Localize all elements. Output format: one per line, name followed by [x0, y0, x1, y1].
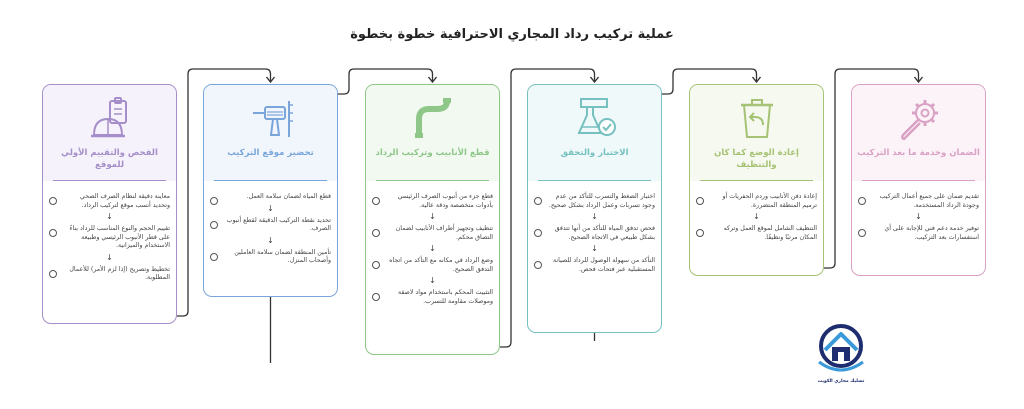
step-text: اختبار الضغط والتسرب للتأكد من عدم وجود تسربات وعمل الرداد بشكل صحيح.	[548, 193, 655, 209]
down-arrow-icon: ↓	[429, 212, 436, 221]
step-text: تقديم ضمان على جميع أعمال التركيب وجودة الرداد المستخدمة.	[879, 193, 979, 209]
step-list	[204, 181, 337, 266]
down-arrow-icon: ↓	[267, 203, 274, 213]
card-divider	[376, 180, 489, 181]
step-text: قطع المياه لضمان سلامة العمل.	[246, 193, 331, 200]
recycle-bin-icon	[733, 95, 781, 143]
card-heading: الضمان وخدمة ما بعد التركيب	[857, 148, 980, 158]
bullet-icon	[858, 229, 866, 237]
step-card-5	[689, 84, 824, 276]
down-arrow-icon: ↓	[429, 244, 436, 253]
list-item	[210, 217, 331, 234]
step-text: قطع جزء من أنبوب الصرف الرئيسي بأدوات متخصصة ودقة عالية.	[397, 193, 493, 209]
bullet-icon	[49, 270, 57, 278]
step-text: تخطيط وتصريح (إذا لزم الأمر) للأعمال المطلوبة.	[69, 265, 170, 281]
house-pipe-logo-icon	[815, 320, 867, 380]
card-divider	[214, 180, 327, 181]
card-divider	[538, 180, 651, 181]
step-text: معاينة دقيقة لنظام الصرف الصحي وتحديد أنسب موقع لتركيب الرداد.	[79, 193, 170, 209]
bullet-icon	[534, 197, 542, 205]
bullet-icon	[49, 229, 57, 237]
logo-caption: تسليك مجاري الكويت	[817, 379, 865, 384]
pipe-icon	[409, 95, 457, 143]
bullet-icon	[49, 197, 57, 205]
card-header	[690, 85, 823, 181]
step-list	[852, 181, 985, 242]
down-arrow-icon: ↓	[429, 276, 436, 285]
step-card-2	[203, 84, 338, 297]
list-item	[858, 193, 979, 210]
step-list	[690, 181, 823, 242]
down-arrow-icon: ↓	[591, 212, 598, 221]
list-item	[210, 249, 331, 266]
step-text: تأمين المنطقة لضمان سلامة العاملين وأصحاب المنزل.	[234, 248, 331, 264]
step-list	[366, 181, 499, 306]
down-arrow-icon: ↓	[753, 212, 760, 221]
list-item	[49, 193, 170, 210]
bullet-icon	[858, 197, 866, 205]
list-item	[858, 225, 979, 242]
list-item	[534, 193, 655, 210]
step-text: تحديد نقطة التركيب الدقيقة لقطع أنبوب الصرف.	[226, 216, 331, 232]
clipboard-hardhat-icon	[86, 95, 134, 143]
list-item	[534, 225, 655, 242]
down-arrow-icon: ↓	[106, 212, 113, 221]
step-text: تنظيف وتجهيز أطراف الأنابيب لضمان التصاق محكم.	[395, 225, 493, 241]
bullet-icon	[372, 261, 380, 269]
list-item	[534, 257, 655, 274]
card-heading: الفحص والتقييم الأولي للموقع	[61, 148, 158, 170]
step-card-6	[851, 84, 986, 276]
card-heading: إعادة الوضع كما كان والتنظيف	[714, 148, 799, 170]
step-list	[43, 181, 176, 283]
drill-icon	[247, 95, 295, 143]
step-text: تقييم الحجم والنوع المناسب للرداد بناءً على قطر الأنبوب الرئيسي وطبيعة الاستخدام والميزانية.	[69, 225, 170, 249]
bullet-icon	[696, 229, 704, 237]
down-arrow-icon: ↓	[591, 244, 598, 253]
list-item	[372, 193, 493, 210]
bullet-icon	[372, 293, 380, 301]
diagram-title: عملية تركيب رداد المجاري الاحترافية خطوة بخطوة	[350, 27, 674, 42]
step-card-1	[42, 84, 177, 324]
step-text: وضع الرداد في مكانه مع التأكد من اتجاه التدفق الصحيح.	[389, 257, 493, 273]
list-item	[372, 289, 493, 306]
bullet-icon	[210, 221, 218, 229]
list-item	[49, 266, 170, 283]
gear-wrench-icon	[895, 95, 943, 143]
step-text: فحص تدفق المياه للتأكد من أنها تتدفق بشكل طبيعي في الاتجاه الصحيح.	[554, 225, 655, 241]
step-text: التنظيف الشامل لموقع العمل وتركه المكان مرتبًا ونظيفًا.	[723, 225, 817, 241]
step-text: التثبيت المحكم باستخدام مواد لاصقة وموصلات مقاومة للتسرب.	[397, 289, 493, 305]
card-header	[43, 85, 176, 181]
card-divider	[53, 180, 166, 181]
bullet-icon	[534, 261, 542, 269]
card-header	[528, 85, 661, 181]
card-heading: قطع الأنابيب وتركيب الرداد	[375, 148, 490, 158]
down-arrow-icon: ↓	[106, 252, 113, 262]
card-header	[852, 85, 985, 181]
card-heading: الاختبار والتحقق	[560, 148, 629, 158]
card-header	[366, 85, 499, 181]
step-text: توفير خدمة دعم فني للإجابة على أي استفسارات بعد التركيب.	[884, 225, 979, 241]
card-header	[204, 85, 337, 181]
bullet-icon	[210, 253, 218, 261]
list-item	[49, 225, 170, 251]
step-card-4	[527, 84, 662, 333]
list-item	[210, 193, 331, 202]
bullet-icon	[372, 197, 380, 205]
list-item	[696, 225, 817, 242]
bullet-icon	[210, 197, 218, 205]
list-item	[372, 225, 493, 242]
step-card-3	[365, 84, 500, 355]
bullet-icon	[696, 197, 704, 205]
step-text: إعادة دفن الأنابيب وردم الحفريات أو ترميم المنطقة المتضررة.	[722, 193, 817, 209]
list-item	[372, 257, 493, 274]
bullet-icon	[372, 229, 380, 237]
step-text: التأكد من سهولة الوصول للرداد للصيانة المستقبلية عبر فتحات فحص.	[552, 257, 655, 273]
card-divider	[862, 180, 975, 181]
flask-check-icon	[571, 95, 619, 143]
down-arrow-icon: ↓	[915, 212, 922, 221]
list-item	[696, 193, 817, 210]
step-list	[528, 181, 661, 274]
card-heading: تحضير موقع التركيب	[227, 148, 314, 158]
bullet-icon	[534, 229, 542, 237]
down-arrow-icon: ↓	[267, 235, 274, 245]
card-divider	[700, 180, 813, 181]
